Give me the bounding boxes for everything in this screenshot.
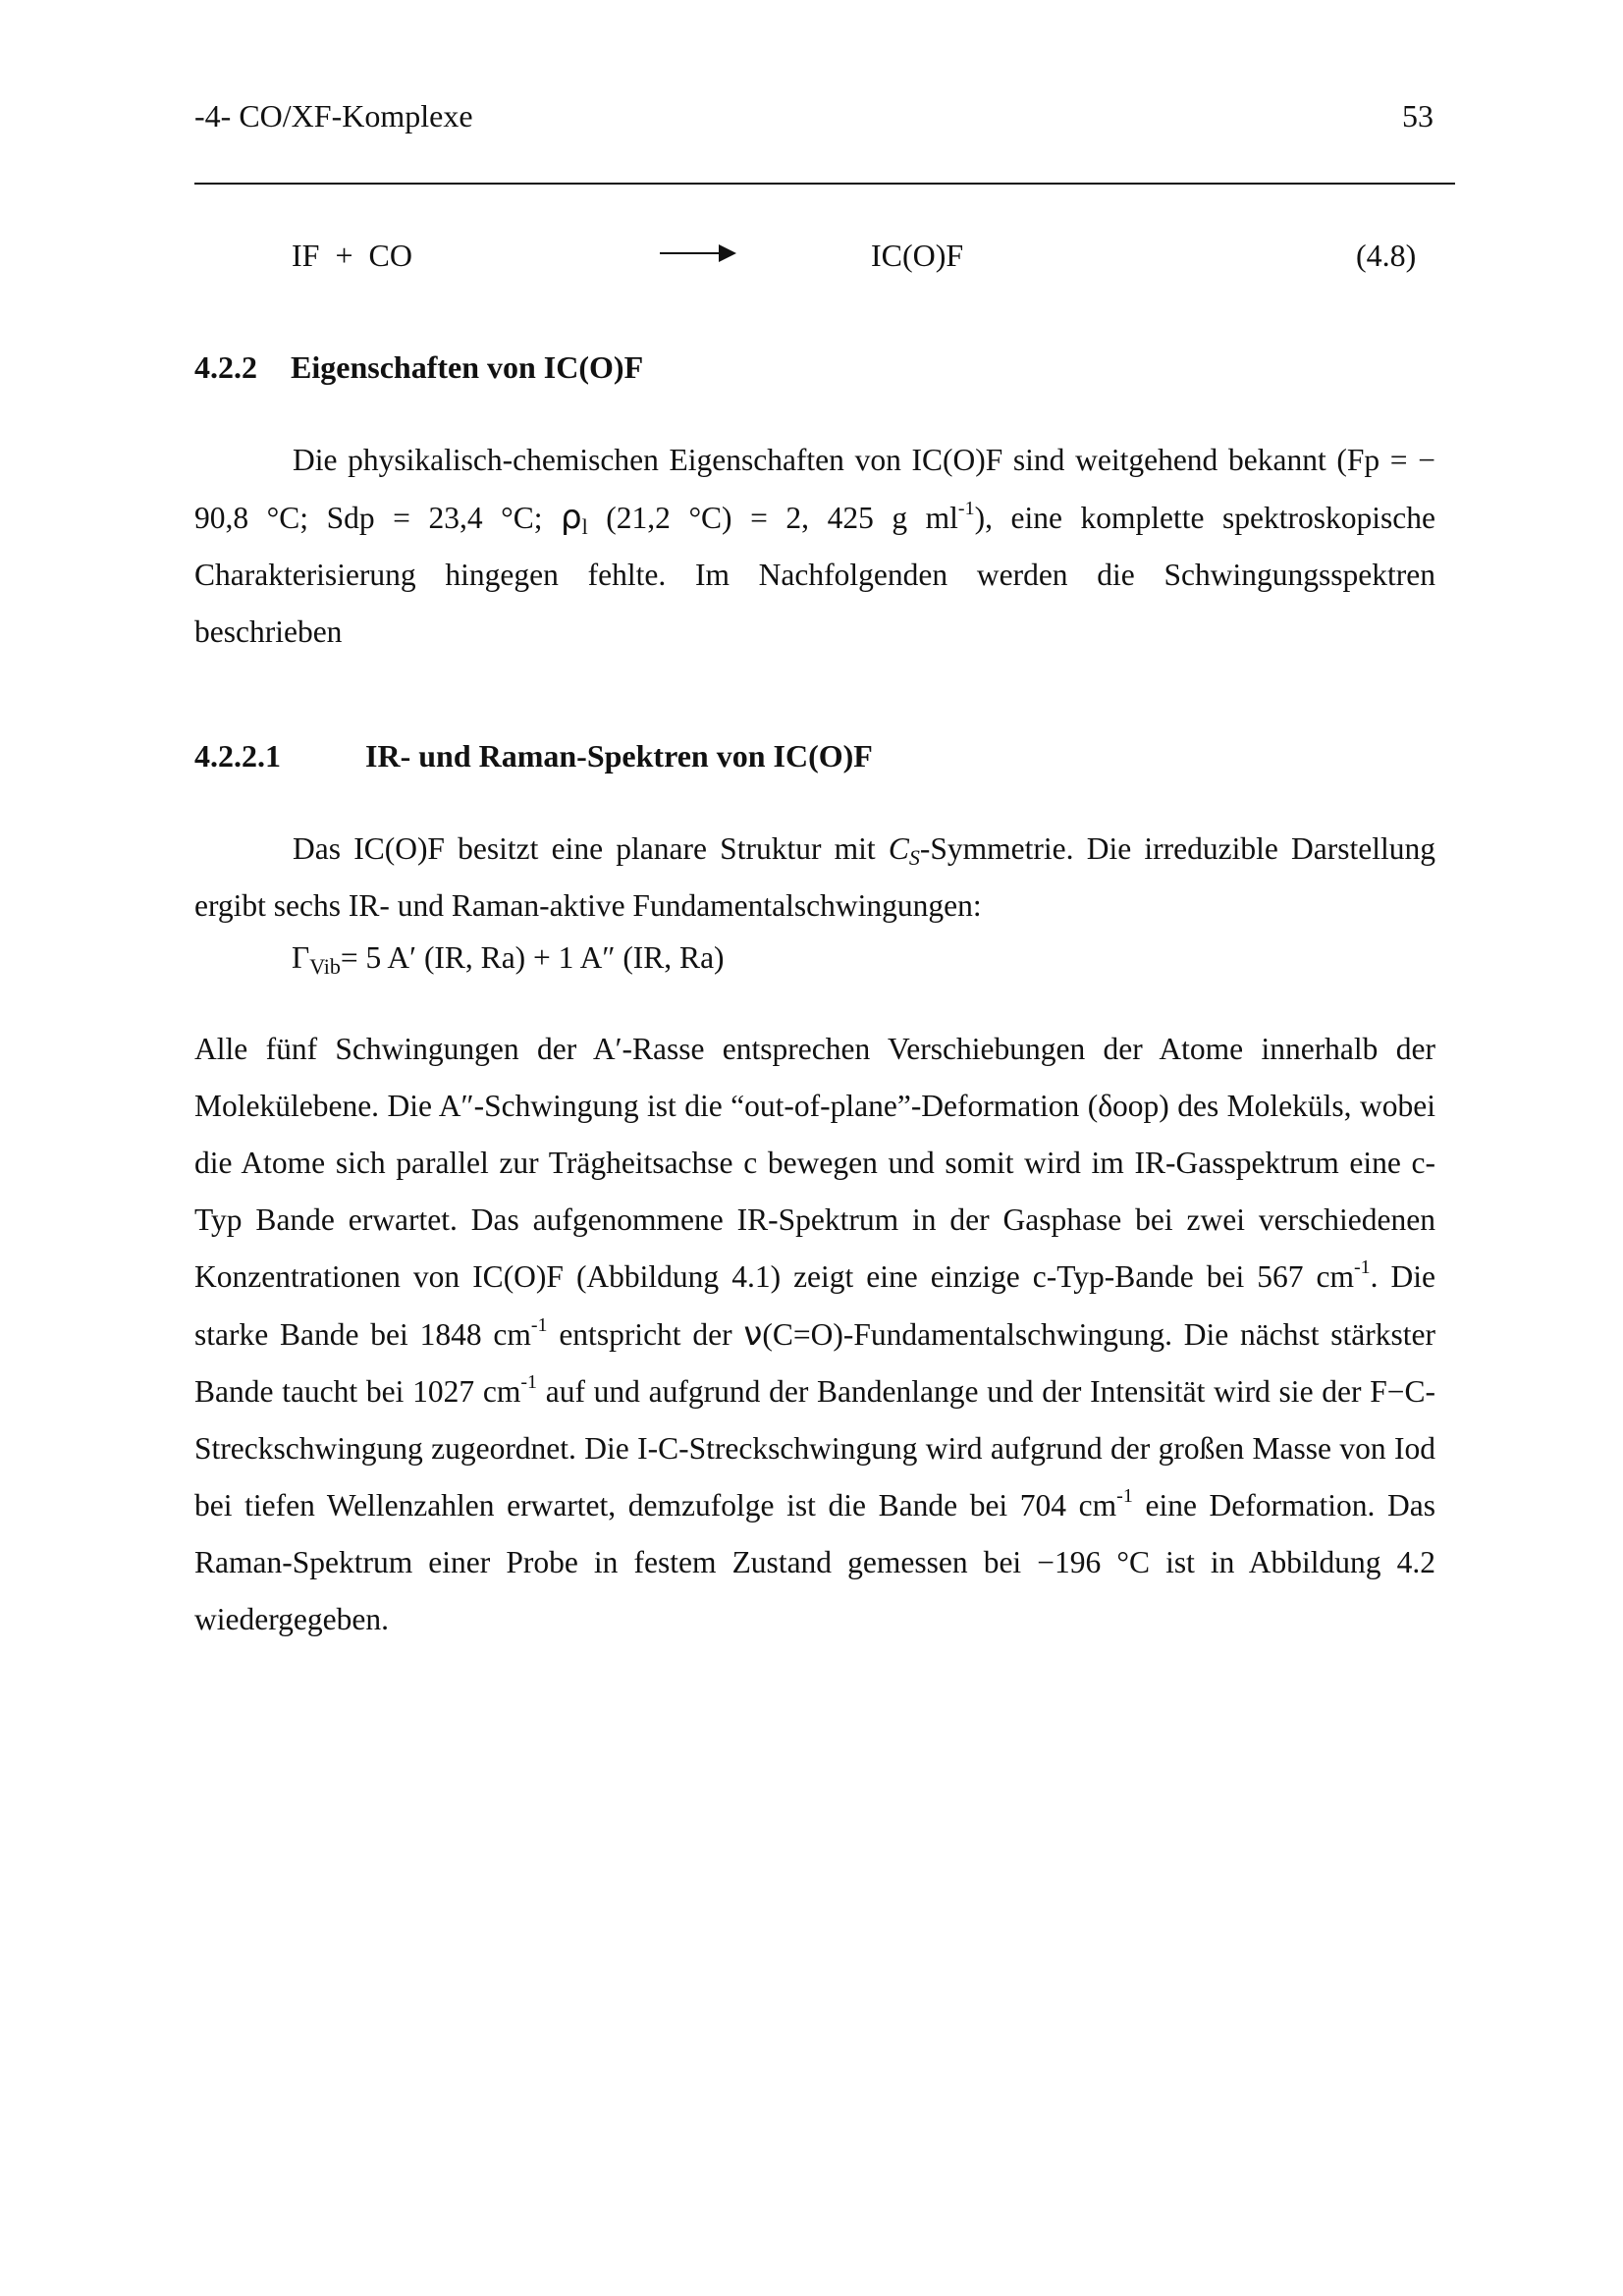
equation-number: (4.8)	[1356, 238, 1417, 273]
section-number: 4.2.2	[194, 349, 257, 385]
equation-reactants: IF + CO	[292, 238, 412, 273]
rho-symbol: ρ	[561, 498, 582, 537]
point-group: C	[888, 831, 909, 866]
paragraph-vibrations: Alle fünf Schwingungen der A′-Rasse entsprechen Verschiebungen der Atome innerhalb der Molekülebene. Die A″-Schwingung ist die “out-of-plane”-Deformation (δoop) des Moleküls, wobei die Atome sich parallel zur Trägheitsachse c bewegen und somit wird im IR-Gasspektrum eine c-Typ Bande erwartet. Das aufgenommene IR-Spektrum in der Gasphase bei zwei verschiedenen Konzentrationen von IC(O)F (Abbildung 4.1) zeigt eine einzige c-Typ-Bande bei 567 $cm^{-1}$. Die starke Bande bei 1848 $cm^{-1}$ entspricht der ν(C=O)-Fundamentalschwingung. Die nächst stärkster Bande taucht bei 1027 $cm^{-1}$ auf und aufgrund der Bandenlange und der Intensität wird sie der F−C-Streckschwingung zugeordnet. Die I-C-Streckschwingung wird aufgrund der großen Masse von Iod bei tiefen Wellenzahlen erwartet, demzufolge ist die Bande bei 704 $cm^{-1}$ eine Deformation. Das Raman-Spektrum einer Probe in festem Zustand gemessen bei −196 °C ist in Abbildung 4.2 wiedergegeben.	[194, 1032, 1436, 1636]
section-heading	[194, 349, 643, 386]
subsection-number: 4.2.2.1	[194, 738, 281, 774]
page-number: 53	[1402, 98, 1434, 133]
reaction-arrow-icon	[660, 252, 734, 254]
header-rule	[194, 183, 1455, 185]
paragraph-properties: Die physikalisch-chemischen Eigenschaften von IC(O)F sind weitgehend bekannt (Fp = − 90,8 °C; Sdp = 23,4 °C; $\rho_l$ (21,2 °C) = 2, 425 g $ml^{-1}$), eine komplette spektroskopische Charakterisierung hingegen fehlte. Im Nachfolgenden werden die Schwingungsspektren beschrieben	[194, 443, 1435, 649]
section-title: Eigenschaften von IC(O)F	[291, 349, 644, 385]
nu-symbol: ν	[743, 1314, 763, 1354]
subsection-title: IR- und Raman-Spektren von IC(O)F	[365, 738, 873, 774]
paragraph-symmetry: Das IC(O)F besitzt eine planare Struktur mit $C_S$-Symmetrie. Die irreduzible Darstellung ergibt sechs IR- und Raman-aktive Fundamentalschwingungen:	[194, 831, 1435, 923]
gamma-vib-formula: $\Gamma_{Vib}= 5$ A′ (IR, Ra) + 1 A″ (IR, Ra)	[292, 940, 725, 979]
subsection-heading	[194, 738, 873, 774]
running-header: -4- CO/XF-Komplexe	[194, 98, 473, 133]
equation-product: IC(O)F	[871, 238, 964, 273]
